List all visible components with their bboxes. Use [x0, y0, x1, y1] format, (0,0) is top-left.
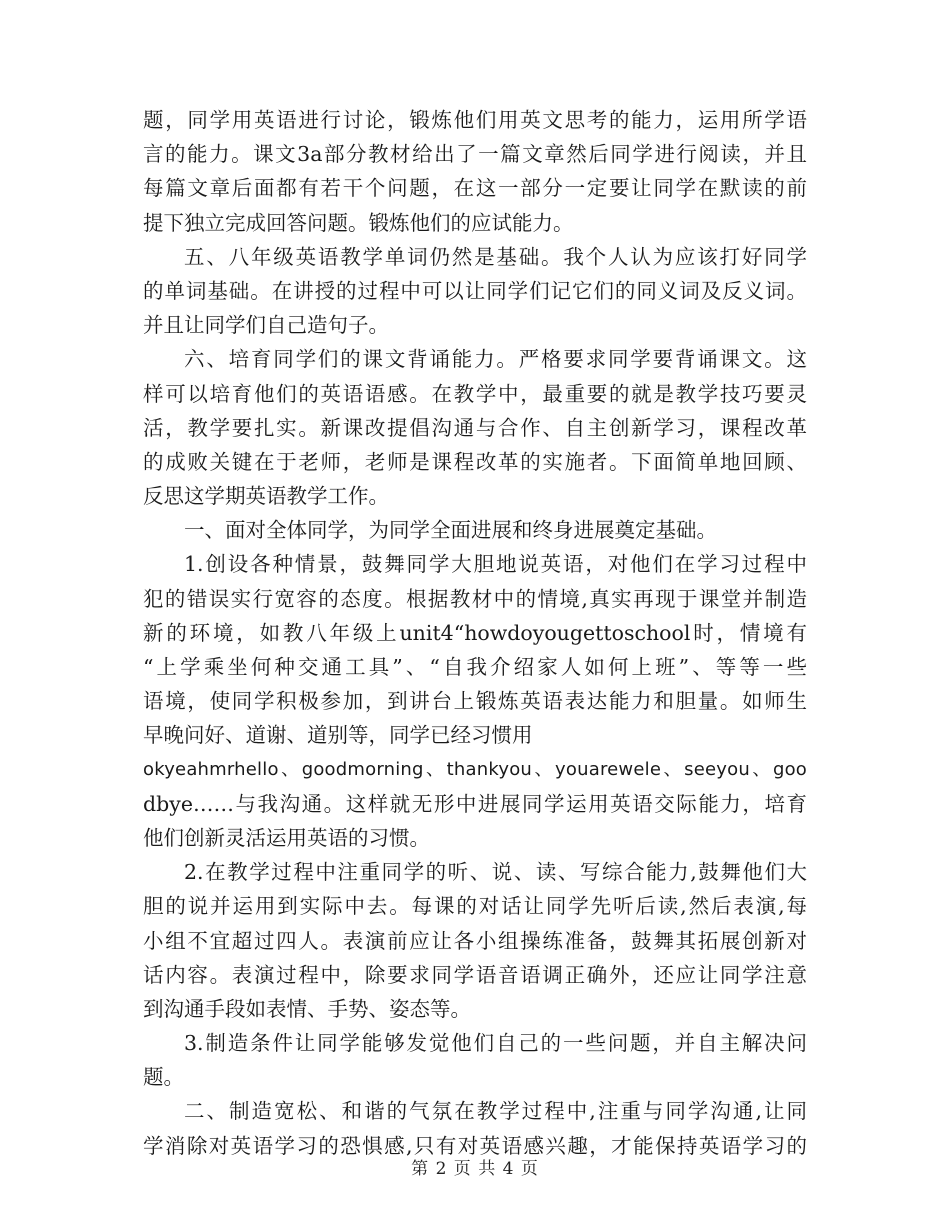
text-line: 并且让同学们自己造句子。: [143, 313, 389, 338]
text-line: “上学乘坐何种交通工具”、“自我介绍家人如何上班”、等等一些: [143, 655, 807, 679]
text-line: 的单词基础。在讲授的过程中可以让同学们记它们的同义词及反义词。: [143, 278, 807, 303]
text-line: 小组不宜超过四人。表演前应让各小组操练准备，鼓舞其拓展创新对: [143, 928, 807, 953]
text-line: 提下独立完成回答问题。锻炼他们的应试能力。: [143, 210, 574, 235]
body-text: [143, 103, 807, 1163]
text-line: 五、八年级英语教学单词仍然是基础。我个人认为应该打好同学: [184, 244, 807, 269]
text-line: 学消除对英语学习的恐惧感,只有对英语感兴趣，才能保持英语学习的: [143, 1133, 807, 1158]
text-line: 题，同学用英语进行讨论，锻炼他们用英文思考的能力，运用所学语: [143, 108, 807, 132]
text-line: 早晚问好、道谢、道别等，同学已经习惯用: [143, 723, 533, 748]
text-line: 话内容。表演过程中，除要求同学语音语调正确外，还应让同学注意: [143, 962, 807, 987]
text-line: 的成败关键在于老师，老师是课程改革的实施者。下面简单地回顾、: [143, 449, 807, 474]
text-line: 二、制造宽松、和谐的气氛在教学过程中,注重与同学沟通,让同: [184, 1099, 807, 1124]
text-line: 每篇文章后面都有若干个问题，在这一部分一定要让同学在默读的前: [143, 176, 807, 201]
text-line: 到沟通手段如表情、手势、姿态等。: [143, 996, 471, 1021]
page-footer: 第 2 页 共 4 页: [411, 1159, 539, 1179]
text-line: 3.制造条件让同学能够发觉他们自己的一些问题，并自主解决问: [184, 1031, 807, 1056]
text-line: 反思这学期英语教学工作。: [143, 484, 389, 509]
text-line: 活，教学要扎实。新课改提倡沟通与合作、自主创新学习，课程改革: [143, 415, 807, 440]
text-line: 胆的说并运用到实际中去。每课的对话让同学先听后读,然后表演,每: [143, 894, 807, 919]
text-line: 样可以培育他们的英语语感。在教学中，最重要的就是教学技巧要灵: [143, 381, 807, 406]
text-line: 1.创设各种情景，鼓舞同学大胆地说英语，对他们在学习过程中: [184, 552, 807, 577]
text-line: 他们创新灵活运用英语的习惯。: [143, 825, 430, 850]
text-line: 言的能力。课文3a部分教材给出了一篇文章然后同学进行阅读，并且: [143, 142, 807, 167]
text-line: 六、培育同学们的课文背诵能力。严格要求同学要背诵课文。这: [184, 347, 807, 372]
text-line: 一、面对全体同学，为同学全面进展和终身进展奠定基础。: [184, 518, 717, 543]
text-line: 语境，使同学积极参加，到讲台上锻炼英语表达能力和胆量。如师生: [143, 689, 807, 714]
text-line: dbye……与我沟通。这样就无形中进展同学运用英语交际能力，培育: [143, 791, 807, 816]
text-line: okyeahmrhello、goodmorning、thankyou、youarewele、seeyou、goo: [143, 758, 807, 780]
text-line: 新的环境，如教八年级上unit4“howdoyougettoschool时，情境有: [143, 620, 807, 645]
text-line: 题。: [143, 1065, 184, 1090]
text-line: 2.在教学过程中注重同学的听、说、读、写综合能力,鼓舞他们大: [184, 860, 807, 885]
text-line: 犯的错误实行宽容的态度。根据教材中的情境,真实再现于课堂并制造: [143, 586, 807, 611]
